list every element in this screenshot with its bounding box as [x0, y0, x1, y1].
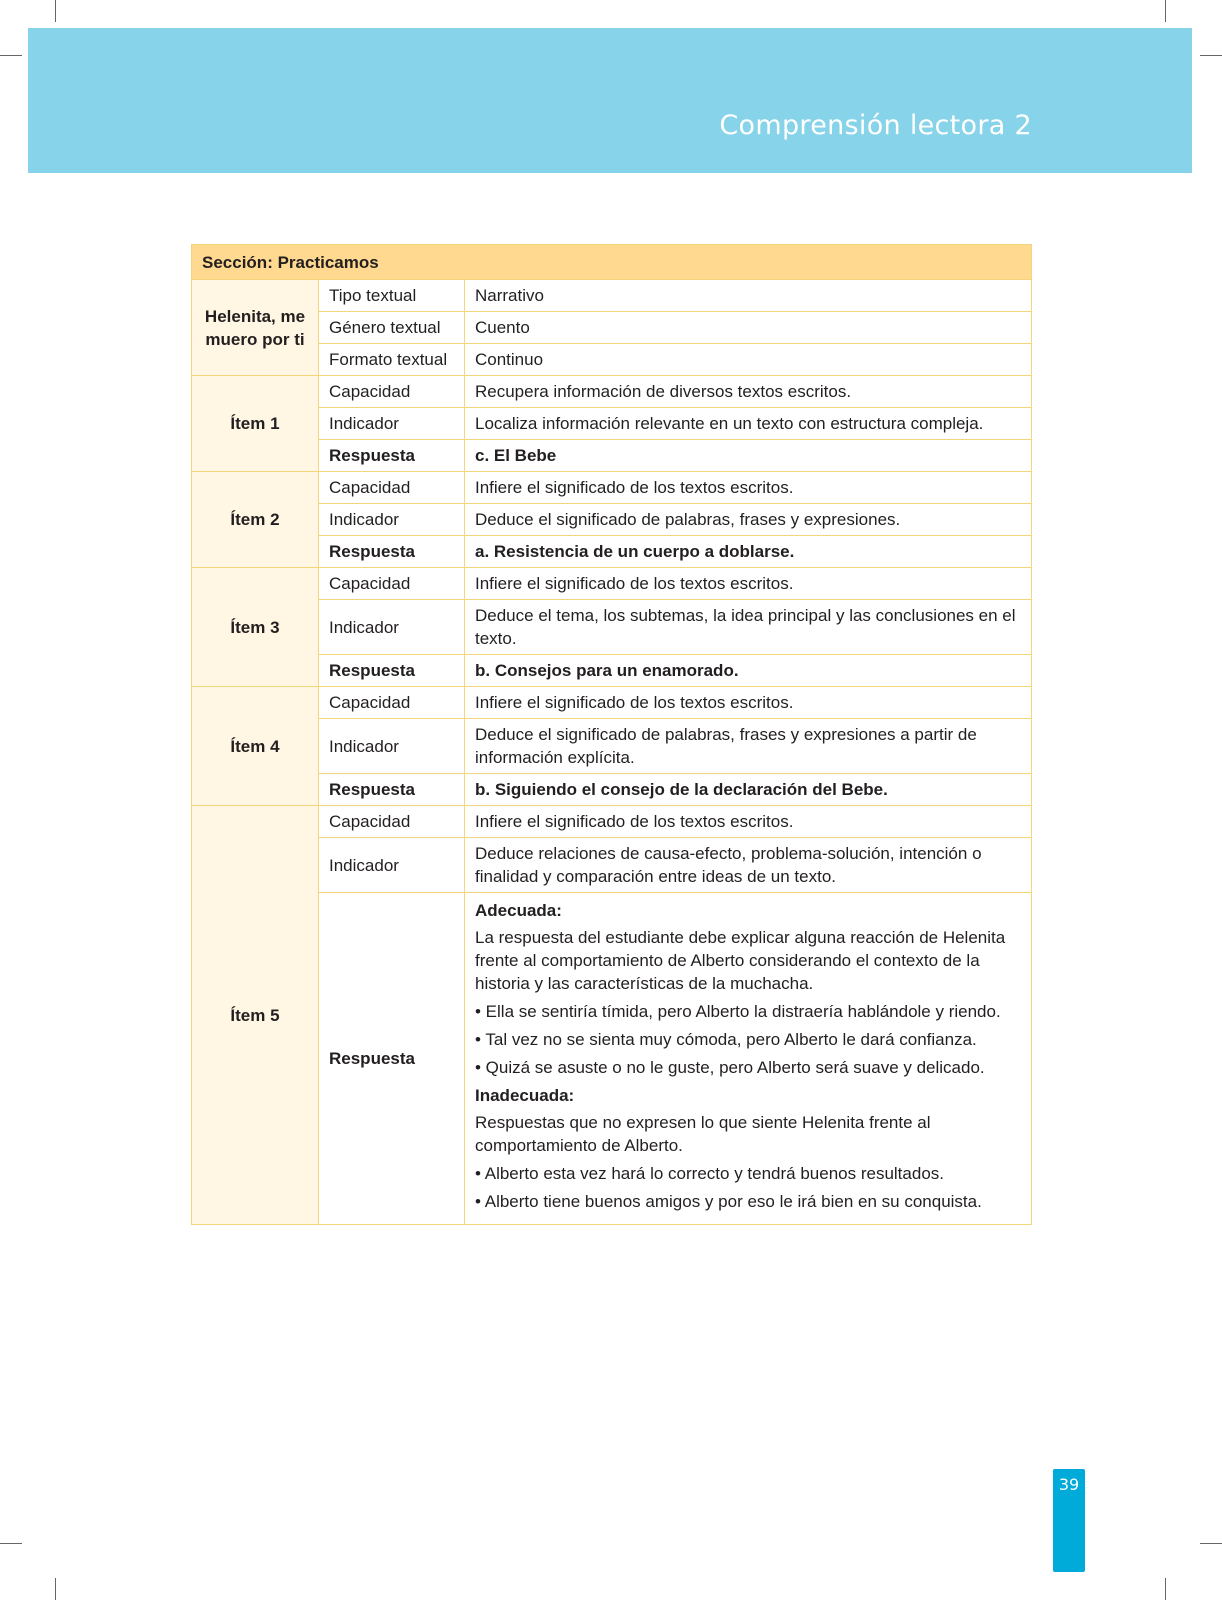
- row-value: Continuo: [465, 344, 1032, 376]
- page-number-tab: [1053, 1469, 1085, 1572]
- indicador-value: Localiza información relevante en un texto con estructura compleja.: [465, 408, 1032, 440]
- respuesta-detail: [465, 893, 1032, 1225]
- section-title: Sección: Practicamos: [192, 245, 1032, 280]
- capacidad-value: Infiere el significado de los textos escritos.: [465, 568, 1032, 600]
- row-label: Capacidad: [319, 806, 465, 838]
- row-label: Respuesta: [319, 536, 465, 568]
- capacidad-value: Recupera información de diversos textos escritos.: [465, 376, 1032, 408]
- item-name: Ítem 2: [192, 472, 319, 568]
- row-label: Capacidad: [319, 376, 465, 408]
- item-name: Ítem 5: [192, 806, 319, 1225]
- item-name: Ítem 1: [192, 376, 319, 472]
- row-label: Indicador: [319, 600, 465, 655]
- item-name: Ítem 4: [192, 687, 319, 806]
- row-label: Capacidad: [319, 568, 465, 600]
- table-row: [192, 687, 1032, 719]
- row-label: Capacidad: [319, 687, 465, 719]
- inadecuada-text: Respuestas que no expresen lo que siente Helenita frente al comportamiento de Alberto.: [475, 1113, 931, 1155]
- crop-mark: [1165, 0, 1166, 22]
- respuesta-value: b. Consejos para un enamorado.: [465, 655, 1032, 687]
- header-title: Comprensión lectora 2: [719, 110, 1032, 141]
- table-row: [192, 472, 1032, 504]
- answer-key-table: [191, 244, 1032, 1225]
- indicador-value: Deduce el significado de palabras, frases y expresiones.: [465, 504, 1032, 536]
- row-label: Capacidad: [319, 472, 465, 504]
- crop-mark: [1200, 1543, 1222, 1544]
- header-band: [28, 28, 1192, 173]
- crop-mark: [1200, 55, 1222, 56]
- adecuada-text: La respuesta del estudiante debe explicar alguna reacción de Helenita frente al comportamiento de Alberto considerando el contexto de la historia y las características de la muchacha.: [475, 928, 1006, 993]
- row-label: Respuesta: [319, 440, 465, 472]
- indicador-value: Deduce relaciones de causa-efecto, problema-solución, intención o finalidad y comparación entre ideas de un texto.: [465, 838, 1032, 893]
- page-number: 39: [1058, 1475, 1080, 1494]
- respuesta-value: b. Siguiendo el consejo de la declaración del Bebe.: [465, 774, 1032, 806]
- crop-mark: [0, 1543, 22, 1544]
- crop-mark: [1165, 1578, 1166, 1600]
- row-label: Indicador: [319, 719, 465, 774]
- respuesta-value: c. El Bebe: [465, 440, 1032, 472]
- crop-mark: [0, 55, 22, 56]
- row-label: Indicador: [319, 838, 465, 893]
- capacidad-value: Infiere el significado de los textos escritos.: [465, 687, 1032, 719]
- table-row: [192, 568, 1032, 600]
- row-label: Respuesta: [319, 893, 465, 1225]
- row-label: Respuesta: [319, 774, 465, 806]
- table-row: [192, 806, 1032, 838]
- capacidad-value: Infiere el significado de los textos escritos.: [465, 806, 1032, 838]
- indicador-value: Deduce el tema, los subtemas, la idea principal y las conclusiones en el texto.: [465, 600, 1032, 655]
- adecuada-bullet: • Tal vez no se sienta muy cómoda, pero Alberto le dará confianza.: [475, 1030, 977, 1049]
- row-label: Formato textual: [319, 344, 465, 376]
- row-label: Respuesta: [319, 655, 465, 687]
- respuesta-value: a. Resistencia de un cuerpo a doblarse.: [465, 536, 1032, 568]
- row-value: Cuento: [465, 312, 1032, 344]
- table-row: [192, 376, 1032, 408]
- row-label: Género textual: [319, 312, 465, 344]
- inadecuada-bullet: • Alberto tiene buenos amigos y por eso le irá bien en su conquista.: [475, 1192, 982, 1211]
- adecuada-bullet: • Ella se sentiría tímida, pero Alberto la distraería hablándole y riendo.: [475, 1002, 1001, 1021]
- adecuada-title: Adecuada:: [475, 901, 562, 920]
- crop-mark: [55, 0, 56, 22]
- story-title: Helenita, me muero por ti: [192, 280, 319, 376]
- table-row: [192, 280, 1032, 312]
- row-label: Indicador: [319, 504, 465, 536]
- inadecuada-bullet: • Alberto esta vez hará lo correcto y tendrá buenos resultados.: [475, 1164, 944, 1183]
- inadecuada-title: Inadecuada:: [475, 1086, 575, 1105]
- row-label: Tipo textual: [319, 280, 465, 312]
- row-value: Narrativo: [465, 280, 1032, 312]
- crop-mark: [55, 1578, 56, 1600]
- item-name: Ítem 3: [192, 568, 319, 687]
- indicador-value: Deduce el significado de palabras, frases y expresiones a partir de información explícita.: [465, 719, 1032, 774]
- row-label: Indicador: [319, 408, 465, 440]
- capacidad-value: Infiere el significado de los textos escritos.: [465, 472, 1032, 504]
- adecuada-bullet: • Quizá se asuste o no le guste, pero Alberto será suave y delicado.: [475, 1058, 985, 1077]
